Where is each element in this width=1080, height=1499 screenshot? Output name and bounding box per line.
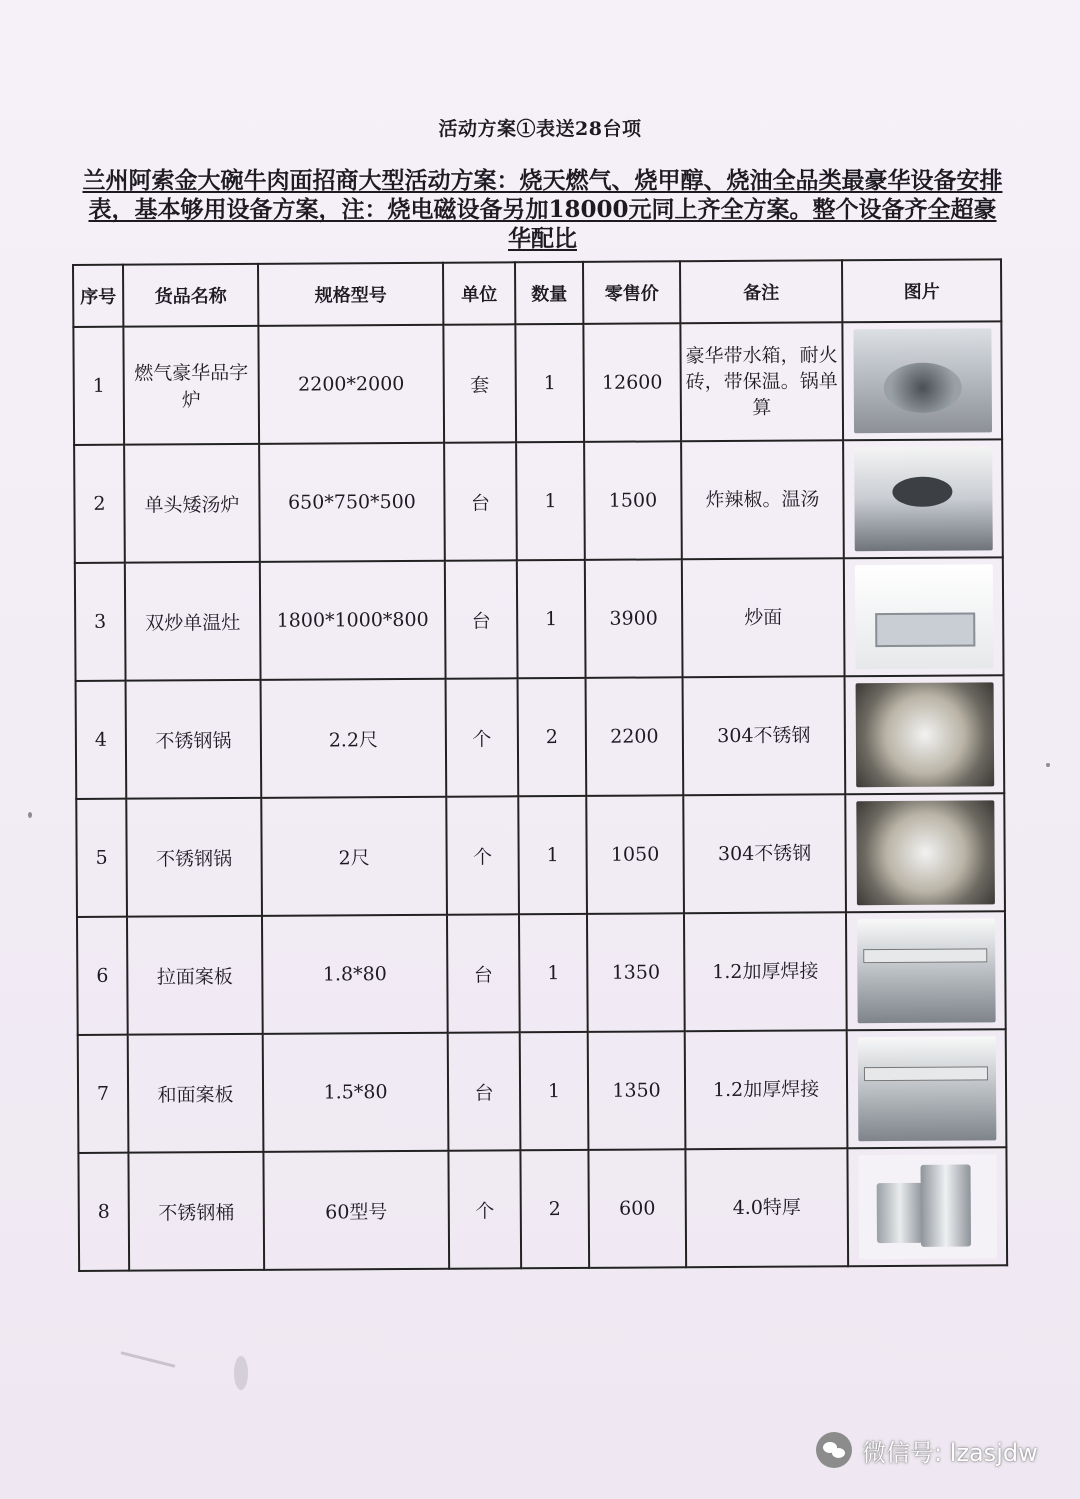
cell-unit: 台 bbox=[444, 442, 517, 560]
cell-unit: 个 bbox=[446, 796, 519, 914]
cell-note: 304不锈钢 bbox=[683, 794, 846, 913]
table-row bbox=[74, 439, 1003, 563]
table-row bbox=[76, 675, 1005, 799]
scan-speck bbox=[1046, 763, 1050, 767]
cell-picture bbox=[842, 321, 1002, 440]
steel-pan-photo bbox=[855, 682, 994, 787]
cell-name: 双炒单温灶 bbox=[125, 562, 261, 681]
cell-price: 1350 bbox=[587, 913, 685, 1032]
table-header-row bbox=[73, 259, 1001, 327]
cell-picture bbox=[846, 911, 1006, 1030]
watermark-text: 微信号: lzasjdw bbox=[862, 1438, 1038, 1467]
wok-stove-photo bbox=[854, 564, 993, 669]
cell-note: 1.2加厚焊接 bbox=[684, 912, 847, 1031]
wechat-icon bbox=[816, 1432, 852, 1468]
cell-qty: 2 bbox=[520, 1150, 589, 1268]
col-header-name: 货品名称 bbox=[123, 264, 258, 327]
cell-price: 12600 bbox=[583, 323, 681, 442]
cell-price: 1050 bbox=[586, 795, 684, 914]
table-row bbox=[77, 911, 1006, 1035]
cell-no: 6 bbox=[77, 917, 128, 1035]
col-header-qty: 数量 bbox=[515, 262, 583, 324]
cell-unit: 台 bbox=[445, 560, 518, 678]
cell-price: 1500 bbox=[584, 441, 682, 560]
col-header-unit: 单位 bbox=[443, 262, 515, 324]
cell-no: 7 bbox=[78, 1035, 129, 1153]
cell-price: 3900 bbox=[585, 559, 683, 678]
cell-no: 3 bbox=[75, 563, 126, 681]
cell-qty: 1 bbox=[518, 796, 587, 914]
cell-qty: 1 bbox=[516, 442, 585, 560]
col-header-note: 备注 bbox=[680, 260, 842, 323]
cell-name: 不锈钢桶 bbox=[128, 1152, 264, 1271]
cell-unit: 台 bbox=[448, 1032, 521, 1150]
table-row bbox=[75, 557, 1004, 681]
cell-picture bbox=[845, 793, 1005, 912]
scan-speck bbox=[28, 812, 32, 818]
cell-note: 1.2加厚焊接 bbox=[685, 1030, 848, 1149]
cell-note: 炒面 bbox=[682, 558, 845, 677]
col-header-price: 零售价 bbox=[583, 261, 680, 324]
page-subtitle: 活动方案①表送28台项 bbox=[438, 118, 642, 140]
cell-price: 1350 bbox=[588, 1031, 686, 1150]
page-heading: 兰州阿索金大碗牛肉面招商大型活动方案：烧天燃气、烧甲醇、烧油全品类最豪华设备安排表，基本够用设备方案，注：烧电磁设备另加18000元同上齐全方案。整个设备齐全超豪华配比 bbox=[82, 167, 1003, 252]
cell-no: 4 bbox=[76, 681, 127, 799]
cell-picture bbox=[847, 1147, 1007, 1266]
work-table-photo bbox=[857, 918, 996, 1023]
equipment-table bbox=[72, 258, 1008, 1272]
cell-qty: 2 bbox=[518, 678, 587, 796]
steel-pan-photo bbox=[856, 800, 995, 905]
cell-name: 和面案板 bbox=[128, 1034, 264, 1153]
table-row bbox=[78, 1029, 1007, 1153]
steel-bucket-photo bbox=[858, 1154, 997, 1259]
cell-spec: 1.5*80 bbox=[263, 1033, 449, 1152]
table-row bbox=[78, 1147, 1007, 1271]
cell-name: 燃气豪华品字炉 bbox=[123, 326, 259, 445]
cell-spec: 2200*2000 bbox=[258, 325, 444, 444]
cell-price: 600 bbox=[588, 1149, 686, 1268]
cell-name: 不锈钢锅 bbox=[126, 680, 262, 799]
cell-price: 2200 bbox=[586, 677, 684, 796]
cell-unit: 台 bbox=[447, 914, 520, 1032]
cell-picture bbox=[847, 1029, 1007, 1148]
work-table-photo bbox=[857, 1036, 996, 1141]
soup-stove-photo bbox=[854, 446, 993, 551]
cell-spec: 650*750*500 bbox=[259, 443, 445, 562]
cell-qty: 1 bbox=[515, 324, 584, 442]
cell-name: 不锈钢锅 bbox=[126, 798, 262, 917]
cell-qty: 1 bbox=[519, 914, 588, 1032]
cell-picture bbox=[844, 557, 1004, 676]
cell-no: 5 bbox=[76, 799, 127, 917]
cell-no: 1 bbox=[73, 327, 124, 445]
cell-unit: 个 bbox=[448, 1150, 521, 1268]
cell-qty: 1 bbox=[517, 560, 586, 678]
col-header-no: 序号 bbox=[73, 265, 123, 327]
cell-spec: 60型号 bbox=[263, 1151, 449, 1270]
cell-spec: 1.8*80 bbox=[262, 915, 448, 1034]
cell-note: 炸辣椒。温汤 bbox=[681, 440, 844, 559]
cell-picture bbox=[845, 675, 1005, 794]
wechat-watermark bbox=[816, 1428, 1038, 1472]
cell-spec: 2尺 bbox=[261, 797, 447, 916]
cell-note: 豪华带水箱，耐火砖，带保温。锅单算 bbox=[680, 322, 843, 441]
col-header-picture: 图片 bbox=[842, 259, 1001, 322]
cell-spec: 2.2尺 bbox=[261, 679, 447, 798]
cell-no: 8 bbox=[78, 1153, 129, 1271]
scan-smudge bbox=[120, 1351, 175, 1367]
col-header-spec: 规格型号 bbox=[258, 263, 443, 326]
cell-no: 2 bbox=[74, 445, 125, 563]
cell-name: 拉面案板 bbox=[127, 916, 263, 1035]
cell-picture bbox=[843, 439, 1003, 558]
table-row bbox=[73, 321, 1002, 445]
scan-smudge bbox=[234, 1356, 248, 1390]
stove-range-photo bbox=[853, 328, 992, 433]
cell-name: 单头矮汤炉 bbox=[124, 444, 260, 563]
cell-spec: 1800*1000*800 bbox=[260, 561, 446, 680]
cell-unit: 套 bbox=[443, 324, 516, 442]
cell-note: 304不锈钢 bbox=[683, 676, 846, 795]
cell-unit: 个 bbox=[446, 678, 519, 796]
cell-qty: 1 bbox=[520, 1032, 589, 1150]
table-row bbox=[76, 793, 1005, 917]
cell-note: 4.0特厚 bbox=[685, 1148, 848, 1267]
